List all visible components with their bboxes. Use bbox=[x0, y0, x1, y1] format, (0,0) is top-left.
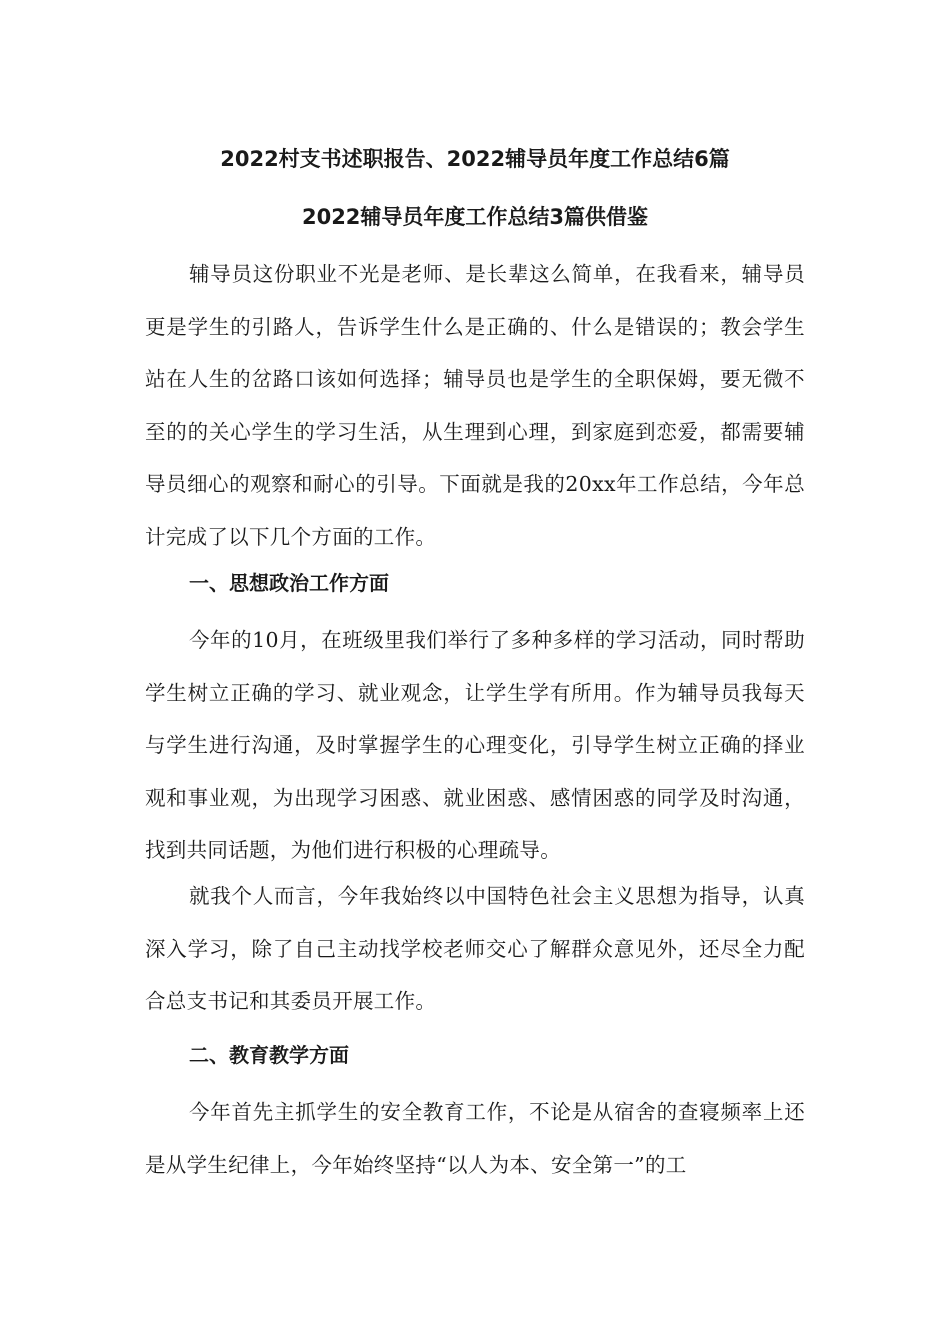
document-subtitle: 2022辅导员年度工作总结3篇供借鉴 bbox=[301, 205, 649, 229]
section-heading-political: 一、思想政治工作方面 bbox=[189, 571, 389, 595]
paragraph-political-activities: 今年的10月，在班级里我们举行了多种多样的学习活动，同时帮助学生树立正确的学习、就业观念，让学生学有所用。作为辅导员我每天与学生进行沟通，及时掌握学生的心理变化，引导学生树立正确的择业观和事业观，为出现学习困惑、就业困惑、感情困惑的同学及时沟通，找到共同话题，为他们进行积极的心理疏导。 bbox=[145, 628, 805, 862]
document-title: 2022村支书述职报告、2022辅导员年度工作总结6篇 bbox=[220, 147, 730, 171]
paragraph-safety-education: 今年首先主抓学生的安全教育工作，不论是从宿舍的查寝频率上还是从学生纪律上，今年始终坚持“以人为本、安全第一”的工 bbox=[145, 1100, 805, 1177]
paragraph-intro: 辅导员这份职业不光是老师、是长辈这么简单，在我看来，辅导员更是学生的引路人，告诉学生什么是正确的、什么是错误的；教会学生站在人生的岔路口该如何选择；辅导员也是学生的全职保姆，要无微不至的的关心学生的学习生活，从生理到心理，到家庭到恋爱，都需要辅导员细心的观察和耐心的引导。下面就是我的20xx年工作总结，今年总计完成了以下几个方面的工作。 bbox=[145, 262, 805, 549]
paragraph-personal-study: 就我个人而言，今年我始终以中国特色社会主义思想为指导，认真深入学习，除了自己主动找学校老师交心了解群众意见外，还尽全力配合总支书记和其委员开展工作。 bbox=[145, 884, 805, 1013]
section-heading-education: 二、教育教学方面 bbox=[189, 1043, 349, 1067]
